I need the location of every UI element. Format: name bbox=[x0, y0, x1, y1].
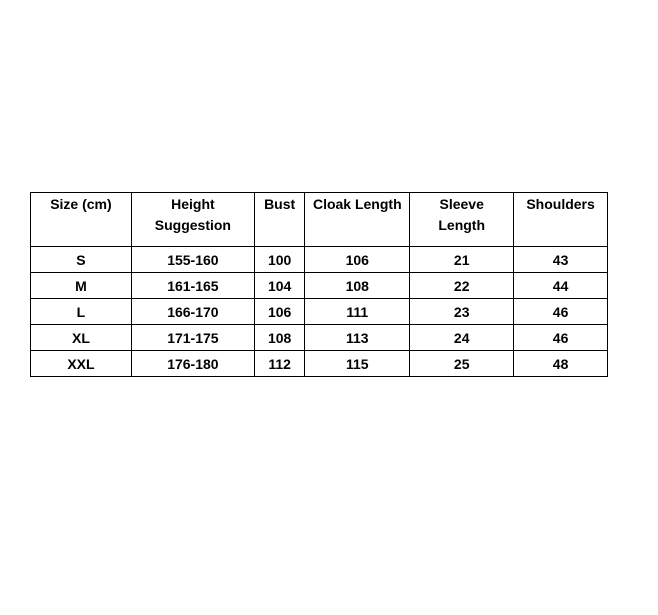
header-sleeve-length: Sleeve Length bbox=[410, 193, 514, 247]
cell-size: XXL bbox=[31, 351, 132, 377]
header-height-suggestion: Height Suggestion bbox=[131, 193, 254, 247]
cell-bust: 100 bbox=[254, 247, 304, 273]
table-row bbox=[31, 273, 608, 299]
table-row bbox=[31, 325, 608, 351]
cell-sleeve-length: 23 bbox=[410, 299, 514, 325]
header-shoulders: Shoulders bbox=[514, 193, 608, 247]
cell-size: S bbox=[31, 247, 132, 273]
cell-height: 171-175 bbox=[131, 325, 254, 351]
cell-cloak-length: 115 bbox=[305, 351, 410, 377]
cell-size: XL bbox=[31, 325, 132, 351]
cell-cloak-length: 106 bbox=[305, 247, 410, 273]
cell-height: 161-165 bbox=[131, 273, 254, 299]
cell-shoulders: 46 bbox=[514, 299, 608, 325]
header-row bbox=[31, 193, 608, 247]
cell-height: 176-180 bbox=[131, 351, 254, 377]
cell-cloak-length: 113 bbox=[305, 325, 410, 351]
cell-height: 166-170 bbox=[131, 299, 254, 325]
table-row bbox=[31, 247, 608, 273]
cell-bust: 108 bbox=[254, 325, 304, 351]
table-row bbox=[31, 351, 608, 377]
size-chart-table bbox=[30, 192, 608, 377]
cell-sleeve-length: 22 bbox=[410, 273, 514, 299]
header-size: Size (cm) bbox=[31, 193, 132, 247]
cell-bust: 106 bbox=[254, 299, 304, 325]
cell-size: M bbox=[31, 273, 132, 299]
cell-bust: 104 bbox=[254, 273, 304, 299]
cell-cloak-length: 111 bbox=[305, 299, 410, 325]
cell-sleeve-length: 24 bbox=[410, 325, 514, 351]
cell-shoulders: 44 bbox=[514, 273, 608, 299]
cell-cloak-length: 108 bbox=[305, 273, 410, 299]
header-bust: Bust bbox=[254, 193, 304, 247]
header-cloak-length: Cloak Length bbox=[305, 193, 410, 247]
cell-sleeve-length: 21 bbox=[410, 247, 514, 273]
table-row bbox=[31, 299, 608, 325]
cell-shoulders: 43 bbox=[514, 247, 608, 273]
cell-shoulders: 48 bbox=[514, 351, 608, 377]
cell-sleeve-length: 25 bbox=[410, 351, 514, 377]
cell-bust: 112 bbox=[254, 351, 304, 377]
cell-size: L bbox=[31, 299, 132, 325]
cell-shoulders: 46 bbox=[514, 325, 608, 351]
cell-height: 155-160 bbox=[131, 247, 254, 273]
